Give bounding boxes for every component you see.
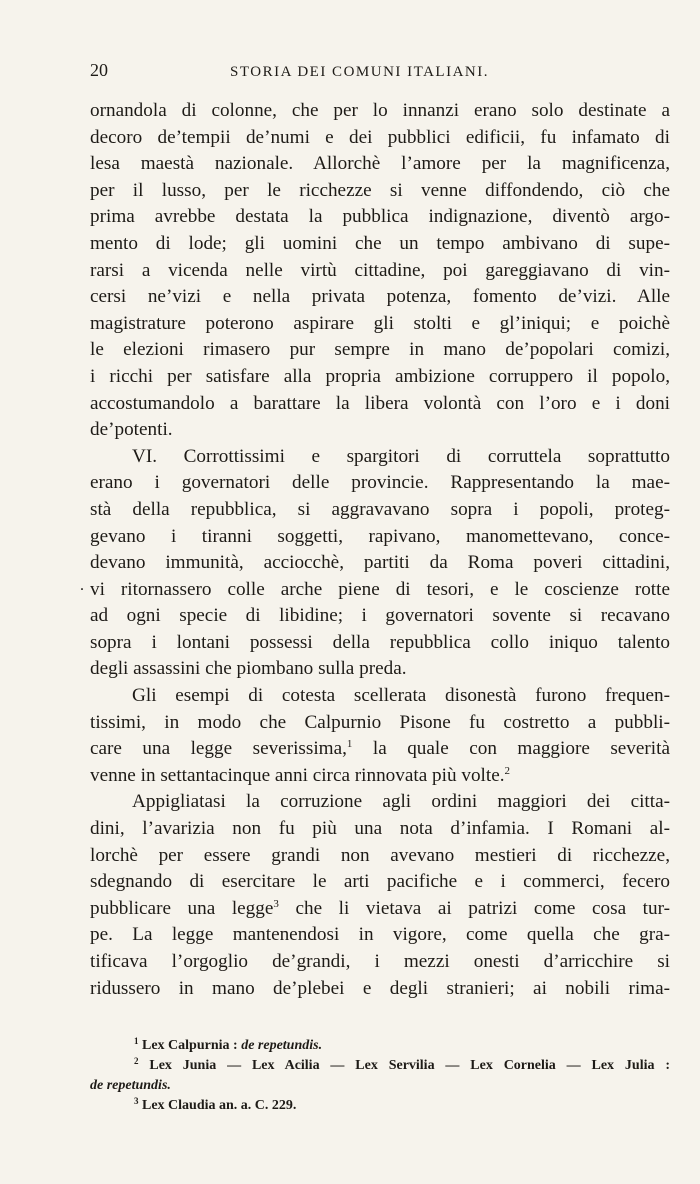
footnote-ref: 1: [346, 738, 353, 751]
text-line: [90, 311, 670, 338]
text-line: [90, 683, 670, 710]
text-line: [90, 736, 670, 763]
text-line: [90, 630, 670, 657]
text-line: [90, 949, 670, 976]
line-text: care una legge severissima,: [90, 738, 347, 760]
page-number: 20: [90, 60, 108, 80]
line-text: mento di lode; gli uomini che un tempo ambivano di supe-: [90, 232, 670, 254]
text-line: [90, 869, 670, 896]
text-line: [90, 789, 670, 816]
line-text: sdegnando di esercitare le arti pacifiche e i commerci, fecero: [90, 871, 670, 893]
line-text: Gli esempi di cotesta scellerata disonestà furono frequen-: [132, 685, 670, 707]
body-text: [90, 98, 670, 1002]
line-text: VI. Corrottissimi e spargitori di corruttela soprattutto: [132, 445, 670, 467]
footnote-text: Lex Claudia an. a. C. 229.: [142, 1098, 297, 1113]
running-title: STORIA DEI COMUNI ITALIANI.: [230, 64, 490, 80]
footnote: [90, 1096, 670, 1116]
line-text: gevano i tiranni soggetti, rapivano, manomettevano, conce-: [90, 525, 670, 547]
line-text: per il lusso, per le ricchezze si venne diffondendo, ciò che: [90, 179, 670, 201]
footnote-italic: de repetundis.: [241, 1038, 323, 1053]
footnote: [90, 1076, 670, 1096]
line-text: i ricchi per satisfare alla propria ambizione corruppero il popolo,: [90, 365, 670, 387]
text-line: [90, 497, 670, 524]
line-text: rarsi a vicenda nelle virtù cittadine, poi gareggiavano di vin-: [90, 259, 670, 281]
line-text: degli assassini che piombano sulla preda.: [90, 658, 407, 680]
line-text: pubblicare una legge: [90, 897, 274, 919]
line-text: dini, l’avarizia non fu più una nota d’infamia. I Romani al-: [90, 818, 670, 840]
line-text: sopra i lontani possessi della repubblica collo iniquo talento: [90, 631, 670, 653]
text-line: [90, 470, 670, 497]
line-text: lorchè per essere grandi non avevano mestieri di ricchezze,: [90, 844, 670, 866]
text-line: [90, 922, 670, 949]
text-line: [90, 577, 670, 604]
line-text: decoro de’tempii de’numi e dei pubblici edificii, fu infamato di: [90, 126, 670, 148]
footnote-mark: 2: [134, 1056, 139, 1066]
text-line: [90, 550, 670, 577]
page: [90, 58, 670, 1002]
line-text: prima avrebbe destata la pubblica indignazione, diventò argo-: [90, 206, 670, 228]
text-line: [90, 417, 670, 444]
text-line: [90, 763, 670, 790]
text-line: [90, 284, 670, 311]
line-text: cersi ne’vizi e nella privata potenza, fomento de’vizi. Alle: [90, 286, 670, 308]
text-line: [90, 151, 670, 178]
text-line: [90, 391, 670, 418]
text-line: [90, 444, 670, 471]
line-text: stà della repubblica, si aggravavano sopra i popoli, proteg-: [90, 498, 670, 520]
line-text: accostumandolo a barattare la libera volontà con l’oro e i doni: [90, 392, 670, 414]
line-text: che li vietava ai patrizi come cosa tur-: [278, 897, 670, 919]
footnote-italic: de repetundis.: [90, 1078, 171, 1093]
text-line: [90, 204, 670, 231]
line-text: le elezioni rimasero pur sempre in mano de’popolari comizi,: [90, 339, 670, 361]
footnote-mark: 3: [134, 1096, 139, 1106]
line-text: Appigliatasi la corruzione agli ordini maggiori dei citta-: [132, 791, 670, 813]
line-text: de’potenti.: [90, 419, 173, 441]
text-line: [90, 98, 670, 125]
footnote-text: Lex Calpurnia :: [142, 1038, 242, 1053]
text-line: [90, 976, 670, 1003]
text-line: [90, 231, 670, 258]
line-text: ridussero in mano de’plebei e degli stranieri; ai nobili rima-: [90, 977, 670, 999]
footnote-ref: 3: [273, 897, 279, 910]
line-text: tificava l’orgoglio de’grandi, i mezzi onesti d’arricchire si: [90, 951, 670, 972]
text-line: [90, 816, 670, 843]
text-line: [90, 125, 670, 152]
text-line: [90, 524, 670, 551]
footnote: [90, 1036, 670, 1056]
footnote: [90, 1056, 670, 1076]
text-line: [90, 178, 670, 205]
line-text: la quale con maggiore severità: [352, 738, 670, 760]
text-line: [90, 364, 670, 391]
line-text: lesa maestà nazionale. Allorchè l’amore per la magnificenza,: [90, 153, 670, 175]
text-line: [90, 710, 670, 737]
line-text: erano i governatori delle provincie. Rappresentando la mae-: [90, 472, 670, 494]
text-line: [90, 896, 670, 923]
line-text: ornandola di colonne, che per lo innanzi erano solo destinate a: [90, 100, 670, 121]
footnote-text: Lex Junia — Lex Acilia — Lex Servilia — Lex Cornelia — Lex Julia :: [149, 1058, 671, 1073]
text-line: [90, 656, 670, 683]
text-line: [90, 337, 670, 364]
line-text: magistrature poterono aspirare gli stolti e gl’iniqui; e poichè: [90, 312, 670, 334]
line-text: venne in settantacinque anni circa rinnovata più volte.: [90, 764, 505, 786]
line-text: devano immunità, acciocchè, partiti da Roma poveri cittadini,: [90, 552, 670, 574]
footnotes: [90, 1036, 670, 1116]
text-line: [90, 843, 670, 870]
line-text: pe. La legge mantenendosi in vigore, come quella che gra-: [90, 924, 670, 946]
footnote-ref: 2: [504, 764, 511, 777]
footnote-mark: 1: [134, 1036, 139, 1046]
text-line: [90, 258, 670, 285]
page-header: [90, 58, 670, 88]
line-text: ad ogni specie di libidine; i governatori sovente si recavano: [90, 605, 670, 627]
line-text: tissimi, in modo che Calpurnio Pisone fu costretto a pubbli-: [90, 711, 670, 733]
text-line: [90, 603, 670, 630]
line-text: vi ritornassero colle arche piene di tesori, e le coscienze rotte: [90, 578, 670, 600]
